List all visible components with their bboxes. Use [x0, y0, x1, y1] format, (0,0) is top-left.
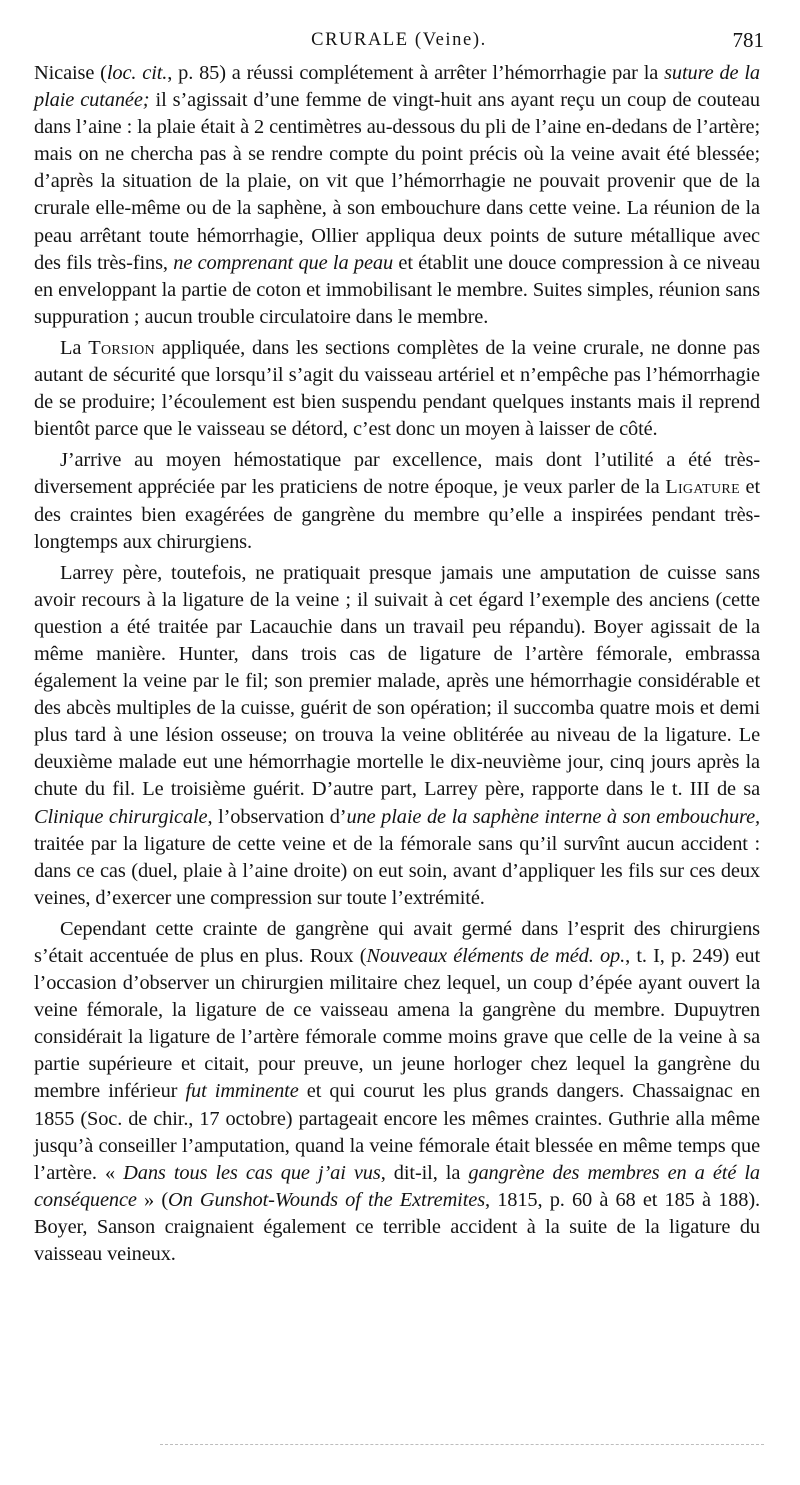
- paragraph-ligature-intro: [34, 447, 760, 555]
- emphasis-italic: suture de la plaie cutanée;: [34, 62, 760, 112]
- quote-italic: gangrène des membres en a été la conséquence: [34, 1161, 760, 1211]
- running-header: [34, 26, 764, 60]
- emphasis-italic: ne comprenant que la peau: [173, 251, 394, 274]
- page-number: 781: [732, 28, 764, 52]
- text-segment: , l’observation d’: [207, 805, 347, 828]
- text-segment: , p. 85) a réussi complétement à arrêter l’hémorrhagie par la: [167, 62, 665, 84]
- text-segment: appliquée, dans les sections complètes de la veine crurale, ne donne pas autant de sécurité que lorsqu’il s’agit du vaisseau artériel et n’empêche pas l’hémorrhagie de se produire; l’écoulement est bien suspendu pendant quelques instants mais il reprend bientôt parce que le vaisseau se détord, c’est donc un moyen à laisser de côté.: [34, 336, 760, 441]
- citation-italic: Clinique chirurgicale: [34, 805, 208, 828]
- text-segment: La: [60, 336, 89, 359]
- text-segment: Cependant cette crainte de gangrène qui avait germé dans l’esprit des chirurgiens s’était accentuée de plus en plus. Roux (: [34, 917, 760, 967]
- section-term-smallcaps: Torsion: [88, 336, 155, 359]
- text-segment: , 1815, p. 60 à 68 et 185 à 188). Boyer, Sanson craignaient également ce terrible accident à la suite de la ligature du vaisseau veineux.: [34, 1188, 760, 1266]
- text-segment: il s’agissait d’une femme de vingt-huit ans ayant reçu un coup de couteau dans l’aine : la plaie était à 2 centimètres au-dessous du pli de l’aine en-dedans de l’artère; mais on ne chercha pas à se rendre compte du point précis où la veine avait été blessée; d’après la situation de la plaie, on vit que l’hémorrhagie ne pouvait provenir que de la crurale elle-même ou de la saphène, à son embouchure dans cette veine. La réunion de la peau arrêtant toute hémorrhagie, Ollier appliqua deux points de suture métallique avec des fils très-fins,: [34, 89, 760, 274]
- body-text: [34, 60, 760, 1268]
- section-term-smallcaps: Ligature: [665, 476, 740, 499]
- text-segment: » (: [136, 1188, 169, 1211]
- citation-italic: On Gunshot-Wounds of the Extremites: [168, 1188, 486, 1211]
- citation-italic: Nouveaux éléments de méd. op.: [366, 945, 626, 967]
- text-segment: , dit-il, la: [380, 1161, 469, 1184]
- text-segment: et établit une douce compression à ce niveau en enveloppant la partie de coton et immobilisant le membre. Suites simples, réunion sans suppuration ; aucun trouble circulatoire dans le membre.: [34, 251, 760, 328]
- text-segment: , t. I, p. 249) eut l’occasion d’observer un chirurgien militaire chez lequel, un coup d’épée ayant ouvert la veine fémorale, la ligature de ce vaisseau amena la gangrène du membre. Dupuytren considérait la ligature de l’artère fémorale comme moins grave que celle de la veine à sa partie supérieure et citait, pour preuve, un jeune horloger chez lequel la gangrène du membre inférieur: [34, 945, 760, 1103]
- paragraph-larrey-hunter: [34, 560, 760, 912]
- running-title: CRURALE (Veine).: [311, 30, 487, 50]
- paragraph-nicaise-case: [34, 60, 760, 331]
- paragraph-gangrene-fear: [34, 916, 760, 1268]
- text-segment: J’arrive au moyen hémostatique par excellence, mais dont l’utilité a été très-diversement appréciée par les praticiens de notre époque, je veux parler de la: [34, 449, 760, 499]
- citation-italic: loc. cit.: [106, 62, 168, 84]
- text-segment: et des craintes bien exagérées de gangrène du membre qu’elle a inspirées pendant très-longtemps aux chirurgiens.: [34, 476, 760, 553]
- paragraph-torsion: [34, 335, 760, 443]
- text-segment: traitée par la ligature de cette veine et de la fémorale sans qu’il survînt aucun accident : dans ce cas (duel, plaie à l’aine droite) on eut soin, avant d’appliquer les fils sur ces deux veines, d’exercer une compression sur toute l’extrémité.: [34, 832, 760, 909]
- quote-italic: Dans tous les cas que j’ai vus: [123, 1161, 381, 1184]
- emphasis-italic: une plaie de la saphène interne à son embouchure,: [346, 805, 760, 828]
- footer-rule: [160, 1444, 764, 1445]
- text-segment: et qui courut les plus grands dangers. Chassaignac en 1855 (Soc. de chir., 17 octobre) partageait encore les mêmes craintes. Guthrie alla même jusqu’à conseiller l’amputation, quand la veine fémorale était blessée en même temps que l’artère. «: [34, 1080, 760, 1184]
- text-segment: Larrey père, toutefois, ne pratiquait presque jamais une amputation de cuisse sans avoir recours à la ligature de la veine ; il suivait à cet égard l’exemple des anciens (cette question a été traitée par Lacauchie dans un travail peu répandu). Boyer agissait de la même manière. Hunter, dans trois cas de ligature de l’artère fémorale, embrassa également la veine par le fil; son premier malade, après une hémorrhagie considérable et des abcès multiples de la cuisse, guérit de son opération; il succomba quatre mois et demi plus tard à une lésion osseuse; on trouva la veine oblitérée au niveau de la ligature. Le deuxième malade eut une hémorrhagie mortelle le dix-neuvième jour, cinq jours après la chute du fil. Le troisième guérit. D’autre part, Larrey père, rapporte dans le t. III de sa: [34, 561, 760, 801]
- text-segment: Nicaise (: [34, 62, 107, 84]
- emphasis-italic: fut imminente: [185, 1080, 299, 1103]
